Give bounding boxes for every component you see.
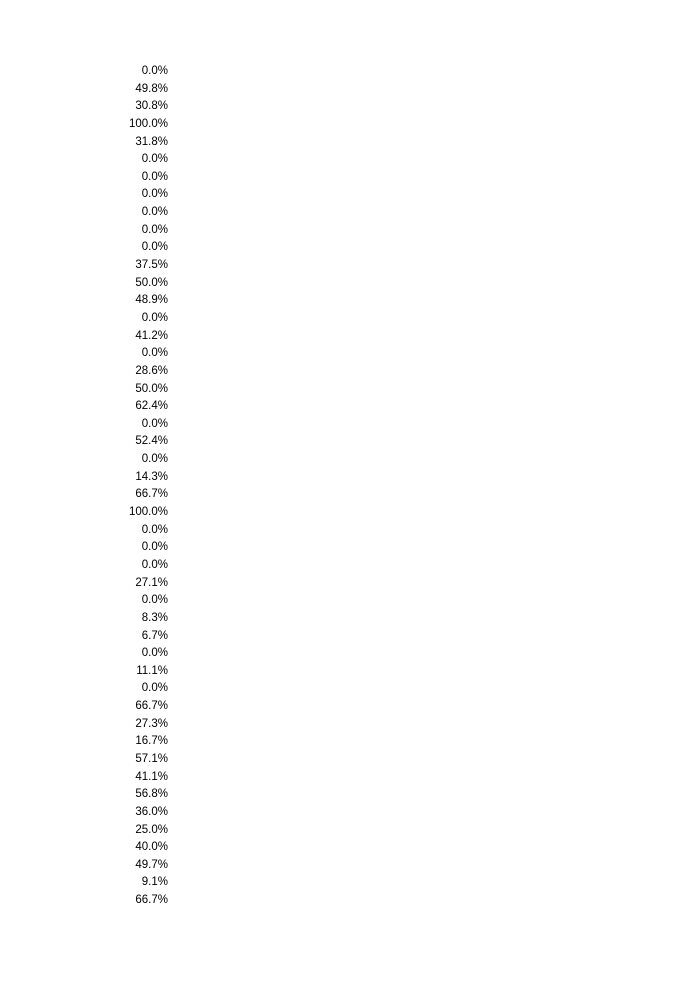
percentage-cell: 0.0% (141, 170, 168, 183)
percentage-cell: 49.8% (135, 82, 168, 95)
percentage-cell: 66.7% (135, 488, 168, 501)
percentage-cell: 48.9% (135, 294, 168, 307)
percentage-cell: 8.3% (141, 611, 168, 624)
percentage-cell: 31.8% (135, 135, 168, 148)
percentage-cell: 0.0% (141, 453, 168, 466)
percentage-cell: 25.0% (135, 823, 168, 836)
percentage-cell: 62.4% (135, 400, 168, 413)
percentage-cell: 0.0% (141, 347, 168, 360)
percentage-cell: 11.1% (136, 664, 168, 677)
percentage-cell: 49.7% (135, 858, 168, 871)
percentage-cell: 36.0% (135, 805, 168, 818)
percentage-cell: 52.4% (135, 435, 168, 448)
percentage-cell: 16.7% (135, 735, 168, 748)
percentage-cell: 0.0% (141, 647, 168, 660)
percentage-cell: 0.0% (141, 594, 168, 607)
percentage-cell: 66.7% (135, 700, 168, 713)
percentage-cell: 0.0% (141, 206, 168, 219)
percentage-cell: 0.0% (141, 153, 168, 166)
percentage-cell: 0.0% (141, 188, 168, 201)
percentage-cell: 56.8% (135, 788, 168, 801)
percentage-cell: 50.0% (135, 382, 168, 395)
percentage-cell: 37.5% (135, 259, 168, 272)
percentage-cell: 0.0% (141, 523, 168, 536)
percentage-cell: 40.0% (135, 841, 168, 854)
percentage-cell: 100.0% (128, 506, 168, 519)
percentage-column (100, 63, 168, 910)
percentage-cell: 0.0% (141, 241, 168, 254)
percentage-cell: 41.2% (135, 329, 168, 342)
percentage-cell: 14.3% (135, 470, 168, 483)
percentage-cell: 27.3% (135, 717, 168, 730)
percentage-cell: 0.0% (141, 311, 168, 324)
percentage-cell: 0.0% (141, 417, 168, 430)
percentage-cell: 27.1% (135, 576, 168, 589)
percentage-cell: 66.7% (135, 894, 168, 907)
percentage-cell: 30.8% (135, 100, 168, 113)
percentage-cell: 100.0% (128, 117, 168, 130)
percentage-cell: 0.0% (141, 682, 168, 695)
percentage-cell: 0.0% (141, 65, 168, 77)
percentage-cell: 28.6% (135, 364, 168, 377)
percentage-cell: 0.0% (141, 541, 168, 554)
percentage-cell: 50.0% (135, 276, 168, 289)
percentage-cell: 6.7% (141, 629, 168, 642)
percentage-cell: 0.0% (141, 558, 168, 571)
percentage-cell: 0.0% (141, 223, 168, 236)
percentage-cell: 41.1% (135, 770, 168, 783)
percentage-cell: 9.1% (141, 876, 168, 889)
percentage-cell: 57.1% (135, 752, 168, 765)
